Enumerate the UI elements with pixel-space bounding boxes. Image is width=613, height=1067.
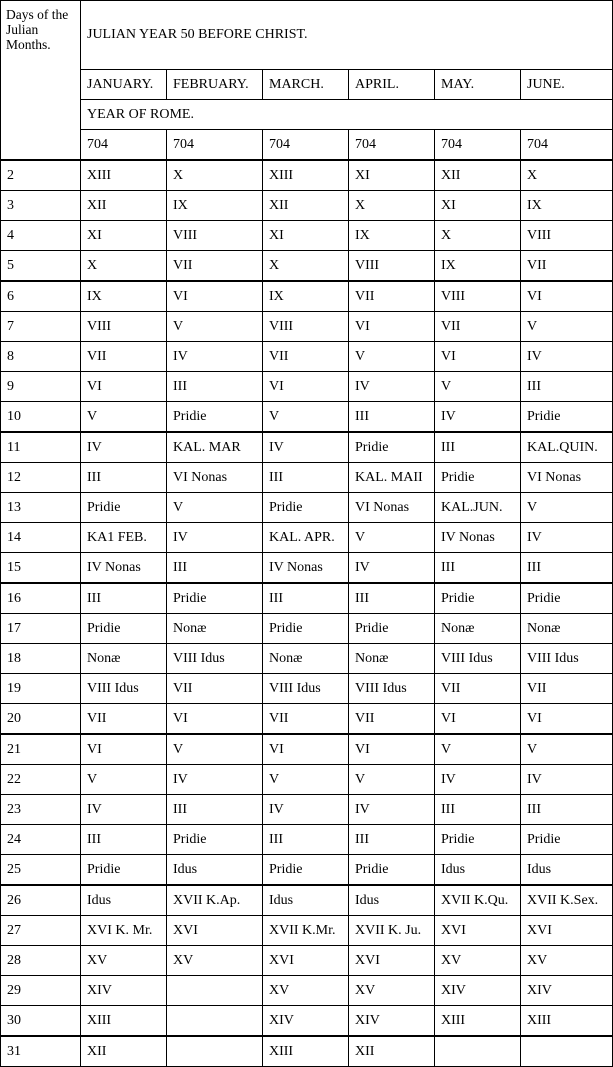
table-cell: VI xyxy=(167,704,263,735)
day-number: 4 xyxy=(1,221,81,251)
table-cell: III xyxy=(435,795,521,825)
table-cell: XII xyxy=(435,160,521,191)
table-cell: VI xyxy=(167,281,263,312)
table-cell: III xyxy=(349,825,435,855)
table-cell: VI xyxy=(521,281,613,312)
table-row xyxy=(1,795,613,825)
month-header: FEBRUARY. xyxy=(167,70,263,100)
table-cell: XVII K.Ap. xyxy=(167,885,263,916)
table-cell: VIII xyxy=(521,221,613,251)
table-row xyxy=(1,855,613,886)
table-row xyxy=(1,251,613,282)
table-row xyxy=(1,191,613,221)
table-cell: XVII K.Mr. xyxy=(263,916,349,946)
table-cell: Pridie xyxy=(167,402,263,433)
table-cell: III xyxy=(81,463,167,493)
day-number: 22 xyxy=(1,765,81,795)
title-row xyxy=(1,1,613,70)
table-cell: VII xyxy=(167,251,263,282)
table-cell: IV xyxy=(349,372,435,402)
day-number: 24 xyxy=(1,825,81,855)
table-cell: XI xyxy=(81,221,167,251)
table-cell: VII xyxy=(349,704,435,735)
table-cell: V xyxy=(435,734,521,765)
table-cell: V xyxy=(263,765,349,795)
table-cell: XIII xyxy=(81,160,167,191)
table-cell: V xyxy=(263,402,349,433)
table-row xyxy=(1,493,613,523)
table-cell: IV xyxy=(349,795,435,825)
table-cell: Nonæ xyxy=(263,644,349,674)
table-cell xyxy=(521,1036,613,1067)
day-number: 3 xyxy=(1,191,81,221)
day-number: 27 xyxy=(1,916,81,946)
year-value: 704 xyxy=(81,130,167,161)
table-row xyxy=(1,885,613,916)
table-row xyxy=(1,402,613,433)
year-row xyxy=(1,130,613,161)
day-number: 21 xyxy=(1,734,81,765)
table-cell: Pridie xyxy=(435,583,521,614)
day-number: 11 xyxy=(1,432,81,463)
day-number: 8 xyxy=(1,342,81,372)
table-cell: VII xyxy=(349,281,435,312)
table-cell: VIII Idus xyxy=(435,644,521,674)
table-cell: IV xyxy=(167,523,263,553)
table-row xyxy=(1,281,613,312)
table-cell: Idus xyxy=(167,855,263,886)
table-row xyxy=(1,342,613,372)
table-cell xyxy=(167,976,263,1006)
table-cell: Idus xyxy=(81,885,167,916)
table-cell: XVI xyxy=(521,916,613,946)
table-cell: VI xyxy=(263,372,349,402)
table-cell: IV xyxy=(435,402,521,433)
table-cell: VIII Idus xyxy=(521,644,613,674)
table-cell: Idus xyxy=(521,855,613,886)
table-cell: X xyxy=(81,251,167,282)
table-cell: XV xyxy=(435,946,521,976)
table-cell: VII xyxy=(521,251,613,282)
table-cell: VIII Idus xyxy=(263,674,349,704)
table-cell: KAL. APR. xyxy=(263,523,349,553)
day-number: 14 xyxy=(1,523,81,553)
table-cell: Pridie xyxy=(349,614,435,644)
table-cell: III xyxy=(521,553,613,584)
table-cell: VIII Idus xyxy=(167,644,263,674)
day-number: 19 xyxy=(1,674,81,704)
table-cell: VII xyxy=(263,342,349,372)
table-cell: IV xyxy=(167,342,263,372)
table-cell: IV xyxy=(81,795,167,825)
table-cell: X xyxy=(263,251,349,282)
table-cell: XVI xyxy=(167,916,263,946)
table-cell: X xyxy=(435,221,521,251)
table-cell: Idus xyxy=(435,855,521,886)
table-cell: XII xyxy=(81,191,167,221)
table-cell: III xyxy=(521,795,613,825)
table-row xyxy=(1,432,613,463)
table-row xyxy=(1,1006,613,1037)
table-cell: V xyxy=(521,734,613,765)
table-row xyxy=(1,553,613,584)
table-row xyxy=(1,734,613,765)
table-cell: VII xyxy=(81,704,167,735)
table-cell: XV xyxy=(521,946,613,976)
table-cell: III xyxy=(521,372,613,402)
table-cell: III xyxy=(167,553,263,584)
table-cell: XIV xyxy=(263,1006,349,1037)
table-row xyxy=(1,160,613,191)
table-row xyxy=(1,674,613,704)
table-cell: Pridie xyxy=(349,855,435,886)
table-row xyxy=(1,704,613,735)
table-cell: KAL. MAR xyxy=(167,432,263,463)
day-number: 18 xyxy=(1,644,81,674)
table-cell: XVI xyxy=(263,946,349,976)
table-cell: IV xyxy=(263,432,349,463)
table-cell: IX xyxy=(349,221,435,251)
table-cell: XI xyxy=(435,191,521,221)
table-cell: Pridie xyxy=(435,825,521,855)
table-cell: XV xyxy=(263,976,349,1006)
table-cell: V xyxy=(349,765,435,795)
table-cell: IX xyxy=(521,191,613,221)
table-cell: XV xyxy=(349,976,435,1006)
table-cell: IV Nonas xyxy=(435,523,521,553)
table-cell: IV xyxy=(349,553,435,584)
table-row xyxy=(1,1036,613,1067)
day-number: 12 xyxy=(1,463,81,493)
table-cell: XII xyxy=(263,191,349,221)
month-header-row xyxy=(1,70,613,100)
table-cell: III xyxy=(263,463,349,493)
table-cell: XVII K. Ju. xyxy=(349,916,435,946)
table-cell: V xyxy=(349,523,435,553)
table-cell xyxy=(167,1006,263,1037)
table-cell: XIV xyxy=(435,976,521,1006)
month-header: JANUARY. xyxy=(81,70,167,100)
table-cell: III xyxy=(435,432,521,463)
table-cell: III xyxy=(81,825,167,855)
table-row xyxy=(1,614,613,644)
day-number: 29 xyxy=(1,976,81,1006)
day-number: 9 xyxy=(1,372,81,402)
day-number: 5 xyxy=(1,251,81,282)
table-cell: V xyxy=(521,493,613,523)
table-row xyxy=(1,523,613,553)
table-cell: Pridie xyxy=(167,825,263,855)
year-value: 704 xyxy=(435,130,521,161)
table-cell: III xyxy=(167,372,263,402)
table-cell: XIV xyxy=(521,976,613,1006)
table-cell: IV xyxy=(521,523,613,553)
day-number: 2 xyxy=(1,160,81,191)
table-cell: Nonæ xyxy=(521,614,613,644)
day-number: 13 xyxy=(1,493,81,523)
table-cell: Pridie xyxy=(81,493,167,523)
table-cell: XIV xyxy=(349,1006,435,1037)
day-number: 23 xyxy=(1,795,81,825)
day-number: 6 xyxy=(1,281,81,312)
table-cell: VI xyxy=(349,312,435,342)
table-cell: X xyxy=(349,191,435,221)
table-cell: Pridie xyxy=(521,402,613,433)
table-cell: VII xyxy=(435,674,521,704)
table-cell: IV xyxy=(521,765,613,795)
page-title: JULIAN YEAR 50 BEFORE CHRIST. xyxy=(81,1,613,70)
table-cell: VII xyxy=(81,342,167,372)
calendar-body xyxy=(1,1,613,1067)
table-cell: XII xyxy=(349,1036,435,1067)
day-number: 7 xyxy=(1,312,81,342)
table-cell: VII xyxy=(521,674,613,704)
table-cell: IV Nonas xyxy=(81,553,167,584)
year-value: 704 xyxy=(167,130,263,161)
table-cell: XIII xyxy=(435,1006,521,1037)
table-cell: X xyxy=(167,160,263,191)
table-cell: Nonæ xyxy=(349,644,435,674)
table-cell: III xyxy=(167,795,263,825)
days-column-header: Days of the Julian Months. xyxy=(1,1,81,161)
month-header: APRIL. xyxy=(349,70,435,100)
table-cell: VI xyxy=(81,372,167,402)
table-row xyxy=(1,916,613,946)
day-number: 26 xyxy=(1,885,81,916)
table-cell: XVI K. Mr. xyxy=(81,916,167,946)
table-cell: VIII xyxy=(263,312,349,342)
table-cell: V xyxy=(167,493,263,523)
table-row xyxy=(1,583,613,614)
table-cell: VIII xyxy=(435,281,521,312)
table-cell: VI xyxy=(263,734,349,765)
year-value: 704 xyxy=(263,130,349,161)
table-row xyxy=(1,312,613,342)
table-cell: VII xyxy=(167,674,263,704)
table-cell: Pridie xyxy=(81,855,167,886)
table-cell: IX xyxy=(81,281,167,312)
day-number: 20 xyxy=(1,704,81,735)
table-row xyxy=(1,825,613,855)
day-number: 28 xyxy=(1,946,81,976)
table-cell: VI Nonas xyxy=(349,493,435,523)
table-cell: IV xyxy=(263,795,349,825)
table-cell: VIII xyxy=(167,221,263,251)
table-cell: V xyxy=(167,312,263,342)
table-cell: III xyxy=(81,583,167,614)
table-row xyxy=(1,946,613,976)
table-cell: VI Nonas xyxy=(521,463,613,493)
table-cell: Pridie xyxy=(435,463,521,493)
table-cell: XI xyxy=(349,160,435,191)
table-cell: VIII xyxy=(81,312,167,342)
table-cell: Nonæ xyxy=(435,614,521,644)
table-cell: III xyxy=(349,402,435,433)
table-cell: IV xyxy=(167,765,263,795)
table-cell xyxy=(435,1036,521,1067)
table-row xyxy=(1,221,613,251)
year-of-rome-label: YEAR OF ROME. xyxy=(81,100,613,130)
year-value: 704 xyxy=(521,130,613,161)
table-cell: III xyxy=(263,825,349,855)
table-cell: Idus xyxy=(349,885,435,916)
table-cell: XVII K.Qu. xyxy=(435,885,521,916)
table-cell: IV xyxy=(435,765,521,795)
table-cell: IX xyxy=(167,191,263,221)
day-number: 16 xyxy=(1,583,81,614)
table-cell: XV xyxy=(167,946,263,976)
table-cell: XII xyxy=(81,1036,167,1067)
table-cell: Pridie xyxy=(263,855,349,886)
table-cell: XIII xyxy=(263,160,349,191)
table-cell: XI xyxy=(263,221,349,251)
table-cell: XVI xyxy=(435,916,521,946)
table-cell: VI Nonas xyxy=(167,463,263,493)
table-row xyxy=(1,976,613,1006)
day-number: 30 xyxy=(1,1006,81,1037)
table-cell: III xyxy=(349,583,435,614)
table-cell: XIV xyxy=(81,976,167,1006)
table-cell xyxy=(167,1036,263,1067)
table-cell: Pridie xyxy=(263,614,349,644)
table-cell: VI xyxy=(435,704,521,735)
table-cell: VIII Idus xyxy=(349,674,435,704)
table-cell: VI xyxy=(521,704,613,735)
table-cell: V xyxy=(81,765,167,795)
table-cell: V xyxy=(435,372,521,402)
year-value: 704 xyxy=(349,130,435,161)
table-cell: KAL.JUN. xyxy=(435,493,521,523)
table-cell: IX xyxy=(263,281,349,312)
table-cell: KA1 FEB. xyxy=(81,523,167,553)
day-number: 17 xyxy=(1,614,81,644)
table-cell: VIII Idus xyxy=(81,674,167,704)
table-cell: VII xyxy=(263,704,349,735)
table-cell: VI xyxy=(81,734,167,765)
month-header: MARCH. xyxy=(263,70,349,100)
table-cell: Nonæ xyxy=(167,614,263,644)
table-cell: V xyxy=(521,312,613,342)
table-cell: IV xyxy=(521,342,613,372)
table-cell: Pridie xyxy=(349,432,435,463)
table-cell: Pridie xyxy=(521,583,613,614)
table-cell: KAL.QUIN. xyxy=(521,432,613,463)
day-number: 25 xyxy=(1,855,81,886)
year-of-rome-row xyxy=(1,100,613,130)
table-cell: IV Nonas xyxy=(263,553,349,584)
table-cell: Pridie xyxy=(167,583,263,614)
table-cell: Idus xyxy=(263,885,349,916)
table-row xyxy=(1,463,613,493)
table-cell: VI xyxy=(435,342,521,372)
table-cell: XV xyxy=(81,946,167,976)
table-cell: XVI xyxy=(349,946,435,976)
table-cell: XIII xyxy=(81,1006,167,1037)
table-cell: VIII xyxy=(349,251,435,282)
table-cell: Pridie xyxy=(521,825,613,855)
table-cell: V xyxy=(167,734,263,765)
table-cell: KAL. MAII xyxy=(349,463,435,493)
table-cell: Pridie xyxy=(81,614,167,644)
day-number: 15 xyxy=(1,553,81,584)
month-header: JUNE. xyxy=(521,70,613,100)
table-cell: III xyxy=(263,583,349,614)
table-cell: IV xyxy=(81,432,167,463)
table-cell: Nonæ xyxy=(81,644,167,674)
table-cell: V xyxy=(349,342,435,372)
table-row xyxy=(1,765,613,795)
table-cell: VII xyxy=(435,312,521,342)
table-cell: VI xyxy=(349,734,435,765)
table-cell: XVII K.Sex. xyxy=(521,885,613,916)
table-cell: V xyxy=(81,402,167,433)
table-row xyxy=(1,644,613,674)
table-cell: XIII xyxy=(521,1006,613,1037)
month-header: MAY. xyxy=(435,70,521,100)
table-cell: IX xyxy=(435,251,521,282)
table-cell: X xyxy=(521,160,613,191)
day-number: 31 xyxy=(1,1036,81,1067)
table-cell: XIII xyxy=(263,1036,349,1067)
table-cell: Pridie xyxy=(263,493,349,523)
table-cell: III xyxy=(435,553,521,584)
table-row xyxy=(1,372,613,402)
day-number: 10 xyxy=(1,402,81,433)
